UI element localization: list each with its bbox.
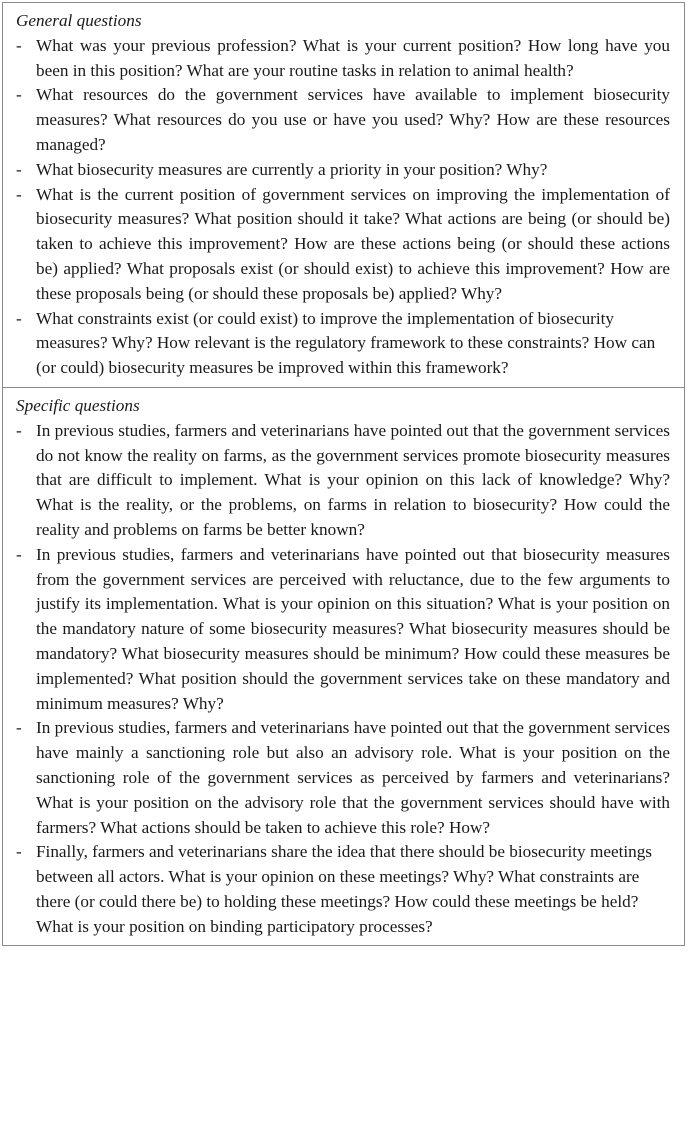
- general-questions-heading: General questions: [16, 11, 142, 30]
- list-item: [16, 716, 670, 840]
- bullet-dash: -: [16, 159, 22, 179]
- list-item: [16, 543, 670, 717]
- question-text: In previous studies, farmers and veterinarians have pointed out that the government services have mainly a sanctioning role but also an advisory role. What is your position on the sanctioning role of the government services as perceived by farmers and veterinarians? What is your position on the advisory role that the government services should have with farmers? What actions should be taken to achieve this role? How?: [36, 718, 670, 837]
- bullet-dash: -: [16, 842, 22, 862]
- specific-questions-list: [16, 419, 670, 940]
- bullet-dash: -: [16, 544, 22, 564]
- question-text: What biosecurity measures are currently a priority in your position? Why?: [36, 159, 548, 179]
- list-item: [16, 840, 670, 939]
- bullet-dash: -: [16, 35, 22, 55]
- general-questions-list: [16, 34, 670, 381]
- question-text: What was your previous profession? What is your current position? How long have you been in this position? What are your routine tasks in relation to animal health?: [36, 35, 670, 80]
- list-item: [16, 183, 670, 307]
- list-item: [16, 83, 670, 157]
- question-text: In previous studies, farmers and veterinarians have pointed out that biosecurity measures from the government services are perceived with reluctance, due to the few arguments to justify its implementation. What is your opinion on this situation? What is your position on the mandatory nature of some biosecurity measures? What biosecurity measures should be mandatory? What biosecurity measures should be minimum? How could these measures be implemented? What position should the government services take on these mandatory and minimum measures? Why?: [36, 544, 670, 713]
- specific-questions-section: [3, 387, 684, 946]
- bullet-dash: -: [16, 184, 22, 204]
- question-text: What resources do the government services have available to implement biosecurity measures? What resources do you use or have you used? Why? How are these resources managed?: [36, 85, 670, 154]
- question-text: What is the current position of government services on improving the implementation of biosecurity measures? What position should it take? What actions are being (or should be) taken to achieve this improvement? How are these actions being (or should these actions be) applied? What proposals exist (or should exist) to achieve this improvement? How are these proposals being (or should these proposals be) applied? Why?: [36, 184, 670, 303]
- question-text: What constraints exist (or could exist) to improve the implementation of biosecurity measures? Why? How relevant is the regulatory framework to these constraints? How can (or could) biosecurity measures be improved within this framework?: [36, 308, 656, 378]
- questions-table: [2, 2, 685, 946]
- list-item: [16, 419, 670, 543]
- general-questions-section: [3, 3, 684, 387]
- specific-questions-heading: Specific questions: [16, 395, 140, 415]
- bullet-dash: -: [16, 718, 22, 738]
- list-item: [16, 307, 670, 381]
- question-text: In previous studies, farmers and veterinarians have pointed out that the government services do not know the reality on farms, as the government services promote biosecurity measures that are difficult to implement. What is your opinion on this lack of knowledge? Why? What is the reality, or the problems, on farms in relation to biosecurity? How could the reality and problems on farms be better known?: [36, 420, 670, 539]
- bullet-dash: -: [16, 420, 22, 440]
- list-item: [16, 158, 670, 183]
- bullet-dash: -: [16, 85, 22, 105]
- bullet-dash: -: [16, 308, 22, 328]
- question-text: Finally, farmers and veterinarians share the idea that there should be biosecurity meetings between all actors. What is your opinion on these meetings? Why? What constraints are there (or could there be) to holding these meetings? How could these meetings be held? What is your position on binding participatory processes?: [36, 842, 652, 936]
- list-item: [16, 34, 670, 84]
